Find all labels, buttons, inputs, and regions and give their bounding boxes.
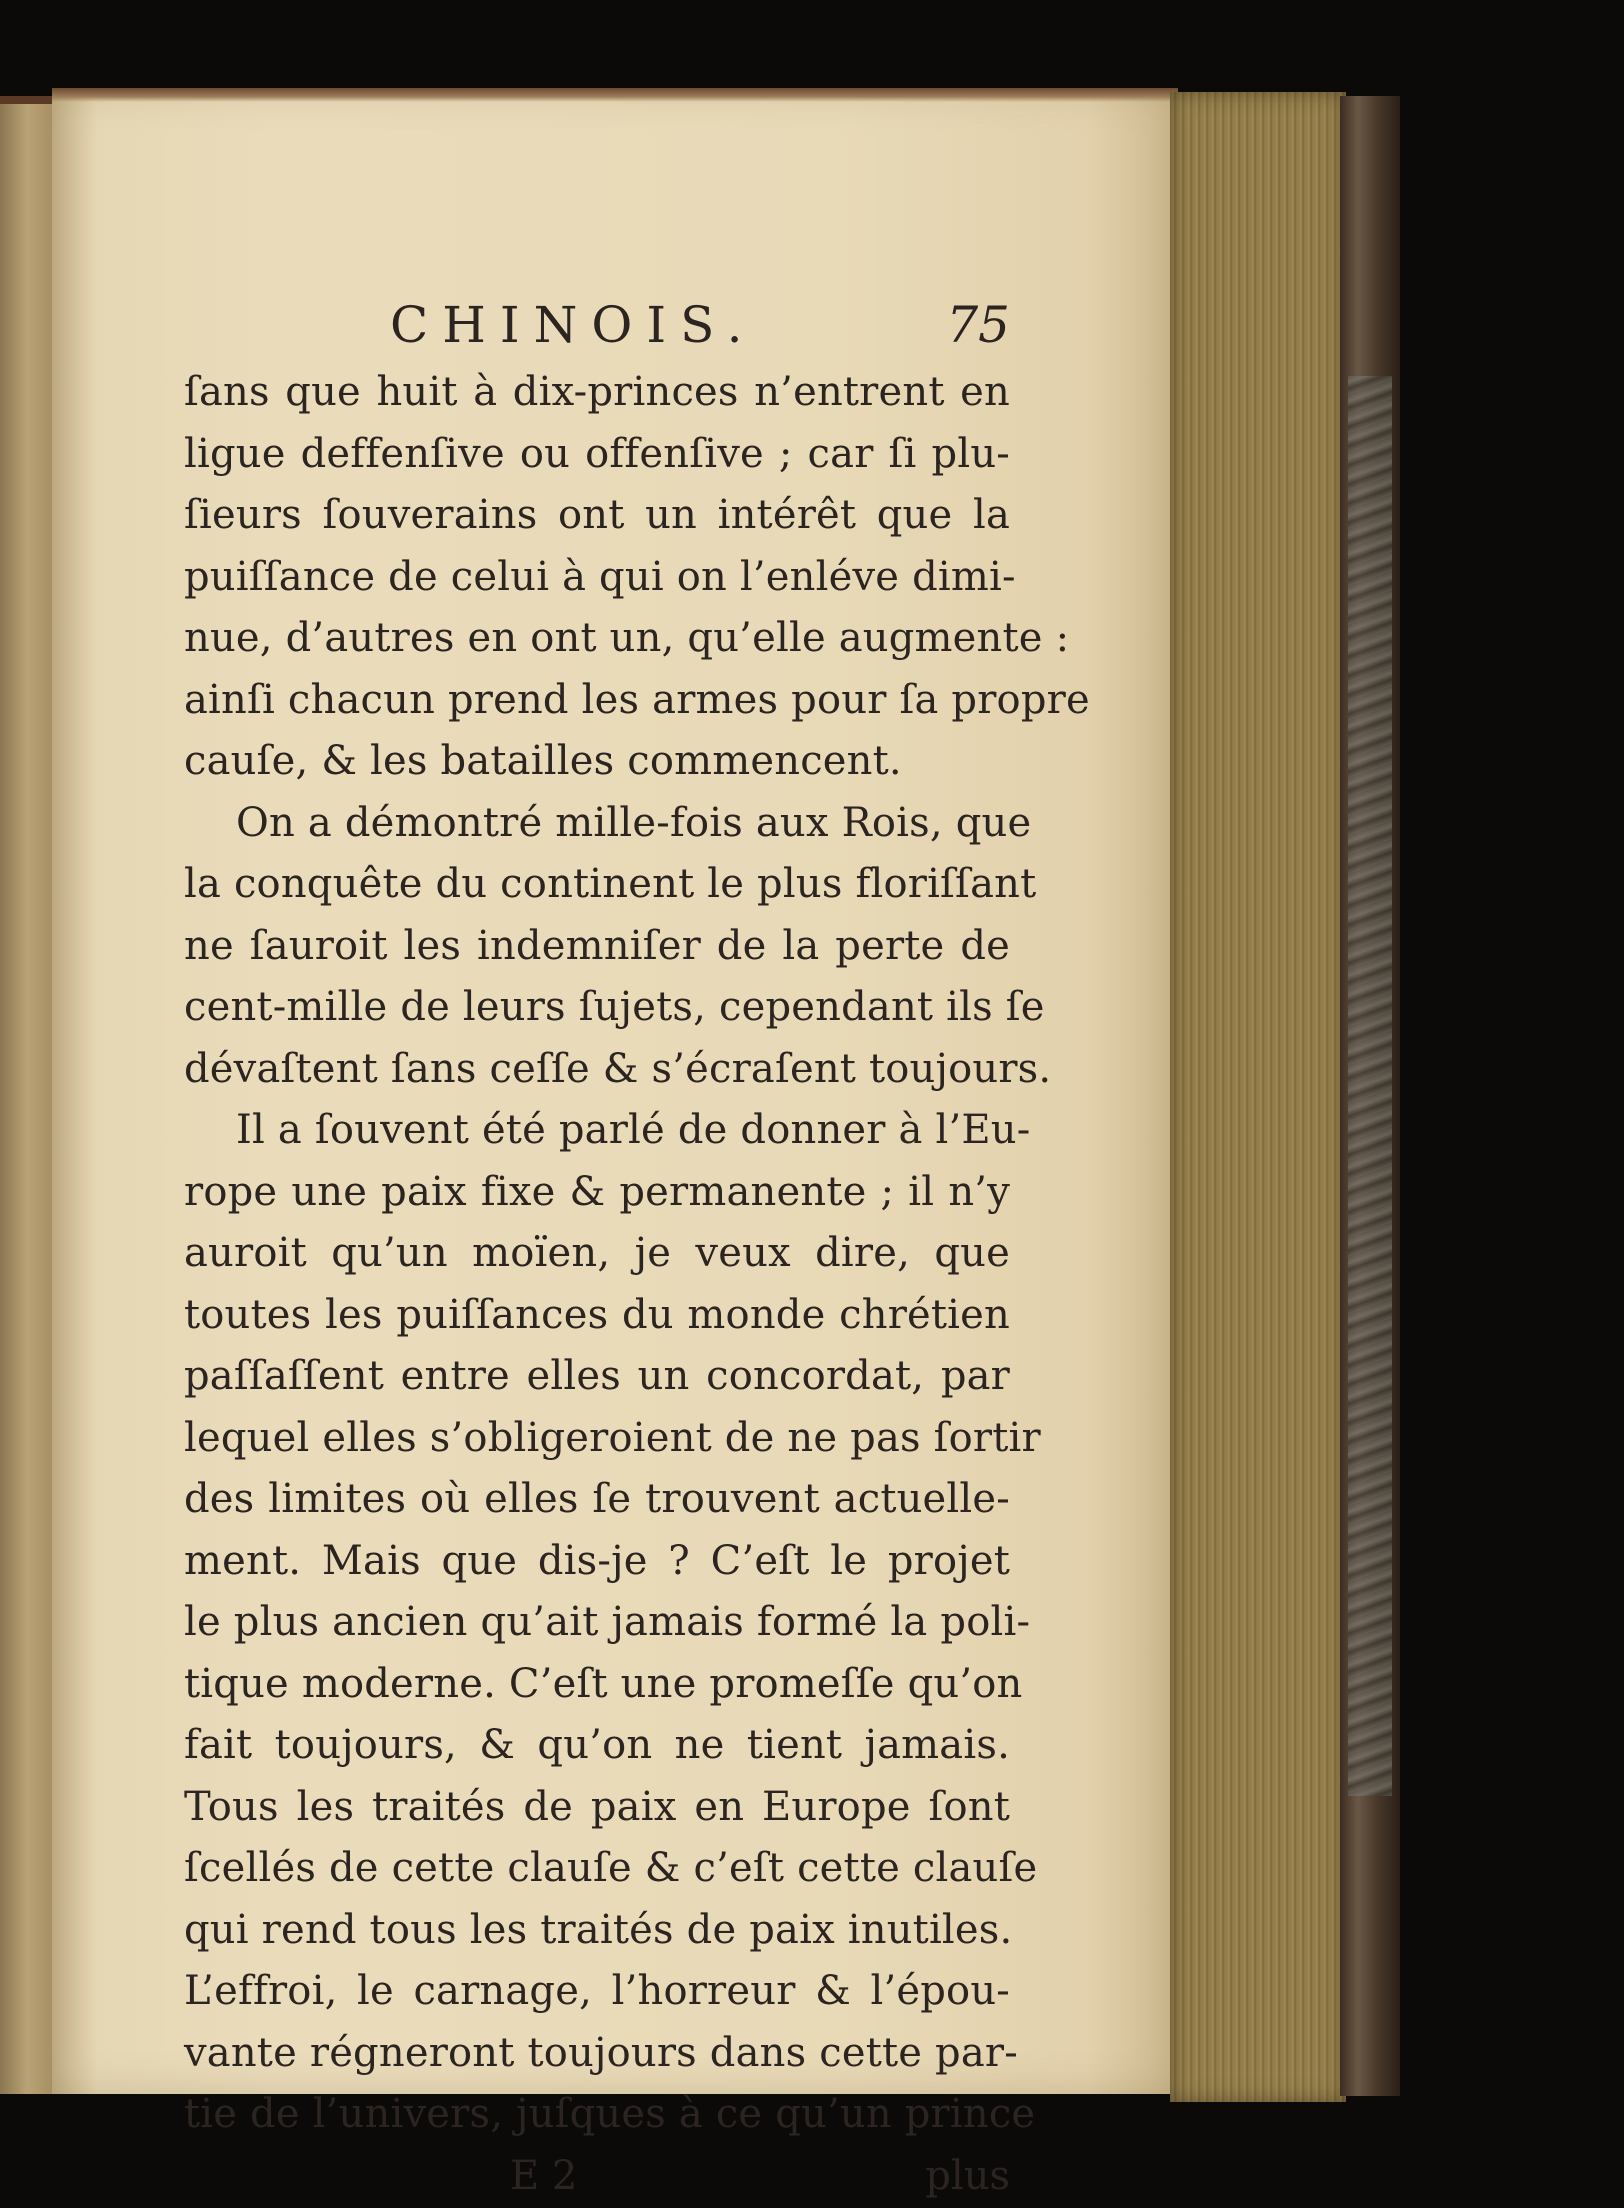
text-line: qui rend tous les traités de paix inutiles. — [184, 1906, 1013, 1953]
text-line: L’effroi, le carnage, l’horreur & l’épou- — [184, 1968, 1010, 2014]
text-line: tique moderne. C’eſt une promeſſe qu’on — [184, 1660, 1023, 1707]
text-line: tie de l’univers, juſques à ce qu’un prince — [184, 2091, 1036, 2137]
text-line: lequel elles s’obligeroient de ne pas ſortir — [184, 1414, 1041, 1461]
text-line: Il a ſouvent été parlé de donner à l’Eu- — [236, 1107, 1031, 1153]
body-text — [184, 362, 1090, 2146]
catchword: plus — [925, 2152, 1010, 2199]
text-line: le plus ancien qu’ait jamais formé la poli- — [184, 1599, 1031, 1645]
text-line: ligue deffenſive ou offenſive ; car ſi plu- — [184, 430, 1010, 477]
text-line: rope une paix fixe & permanente ; il n’y — [184, 1168, 1010, 1215]
text-line: ſans que huit à dix-princes n’entrent en — [184, 369, 1010, 415]
page-number: 75 — [946, 296, 1010, 354]
text-line: fait toujours, & qu’on ne tient jamais. — [184, 1722, 1010, 1768]
text-line: des limites où elles ſe trouvent actuelle- — [184, 1476, 1010, 1522]
text-line: la conquête du continent le plus floriſſant — [184, 861, 1037, 907]
text-line: ne ſauroit les indemniſer de la perte de — [184, 922, 1010, 969]
book-fore-edge — [1170, 92, 1346, 2102]
book-cover — [1340, 96, 1400, 2096]
text-line: nue, d’autres en ont un, qu’elle augmente : — [184, 615, 1070, 661]
page-header — [184, 286, 1010, 362]
text-line: puiſſance de celui à qui on l’enléve dimi- — [184, 553, 1016, 600]
text-line: auroit qu’un moïen, je veux dire, que — [184, 1230, 1010, 1276]
text-line: cent-mille de leurs ſujets, cependant ils ſe — [184, 984, 1045, 1030]
page-text-block — [184, 286, 1090, 2208]
text-line: ment. Mais que dis-je ? C’eſt le projet — [184, 1537, 1010, 1584]
text-line: ſcellés de cette clauſe & c’eſt cette clauſe — [184, 1845, 1038, 1891]
text-line: dévaſtent ſans ceſſe & s’écraſent toujours. — [184, 1045, 1052, 1092]
text-line: vante régneront toujours dans cette par- — [184, 2029, 1018, 2076]
text-line: Tous les traités de paix en Europe ſont — [184, 1783, 1010, 1830]
text-line: ainſi chacun prend les armes pour ſa propre — [184, 676, 1090, 723]
text-line: ſieurs ſouverains ont un intérêt que la — [184, 492, 1010, 538]
facing-page-edge — [0, 96, 60, 2094]
text-line: toutes les puiſſances du monde chrétien — [184, 1291, 1010, 1338]
text-line: On a démontré mille-fois aux Rois, que — [236, 799, 1032, 846]
text-line: paſſaſſent entre elles un concordat, par — [184, 1353, 1010, 1399]
page-footer — [184, 2148, 1010, 2208]
signature-mark: E 2 — [510, 2152, 578, 2199]
running-head: CHINOIS. — [390, 296, 757, 354]
text-line: cauſe, & les batailles commencent. — [184, 738, 902, 784]
